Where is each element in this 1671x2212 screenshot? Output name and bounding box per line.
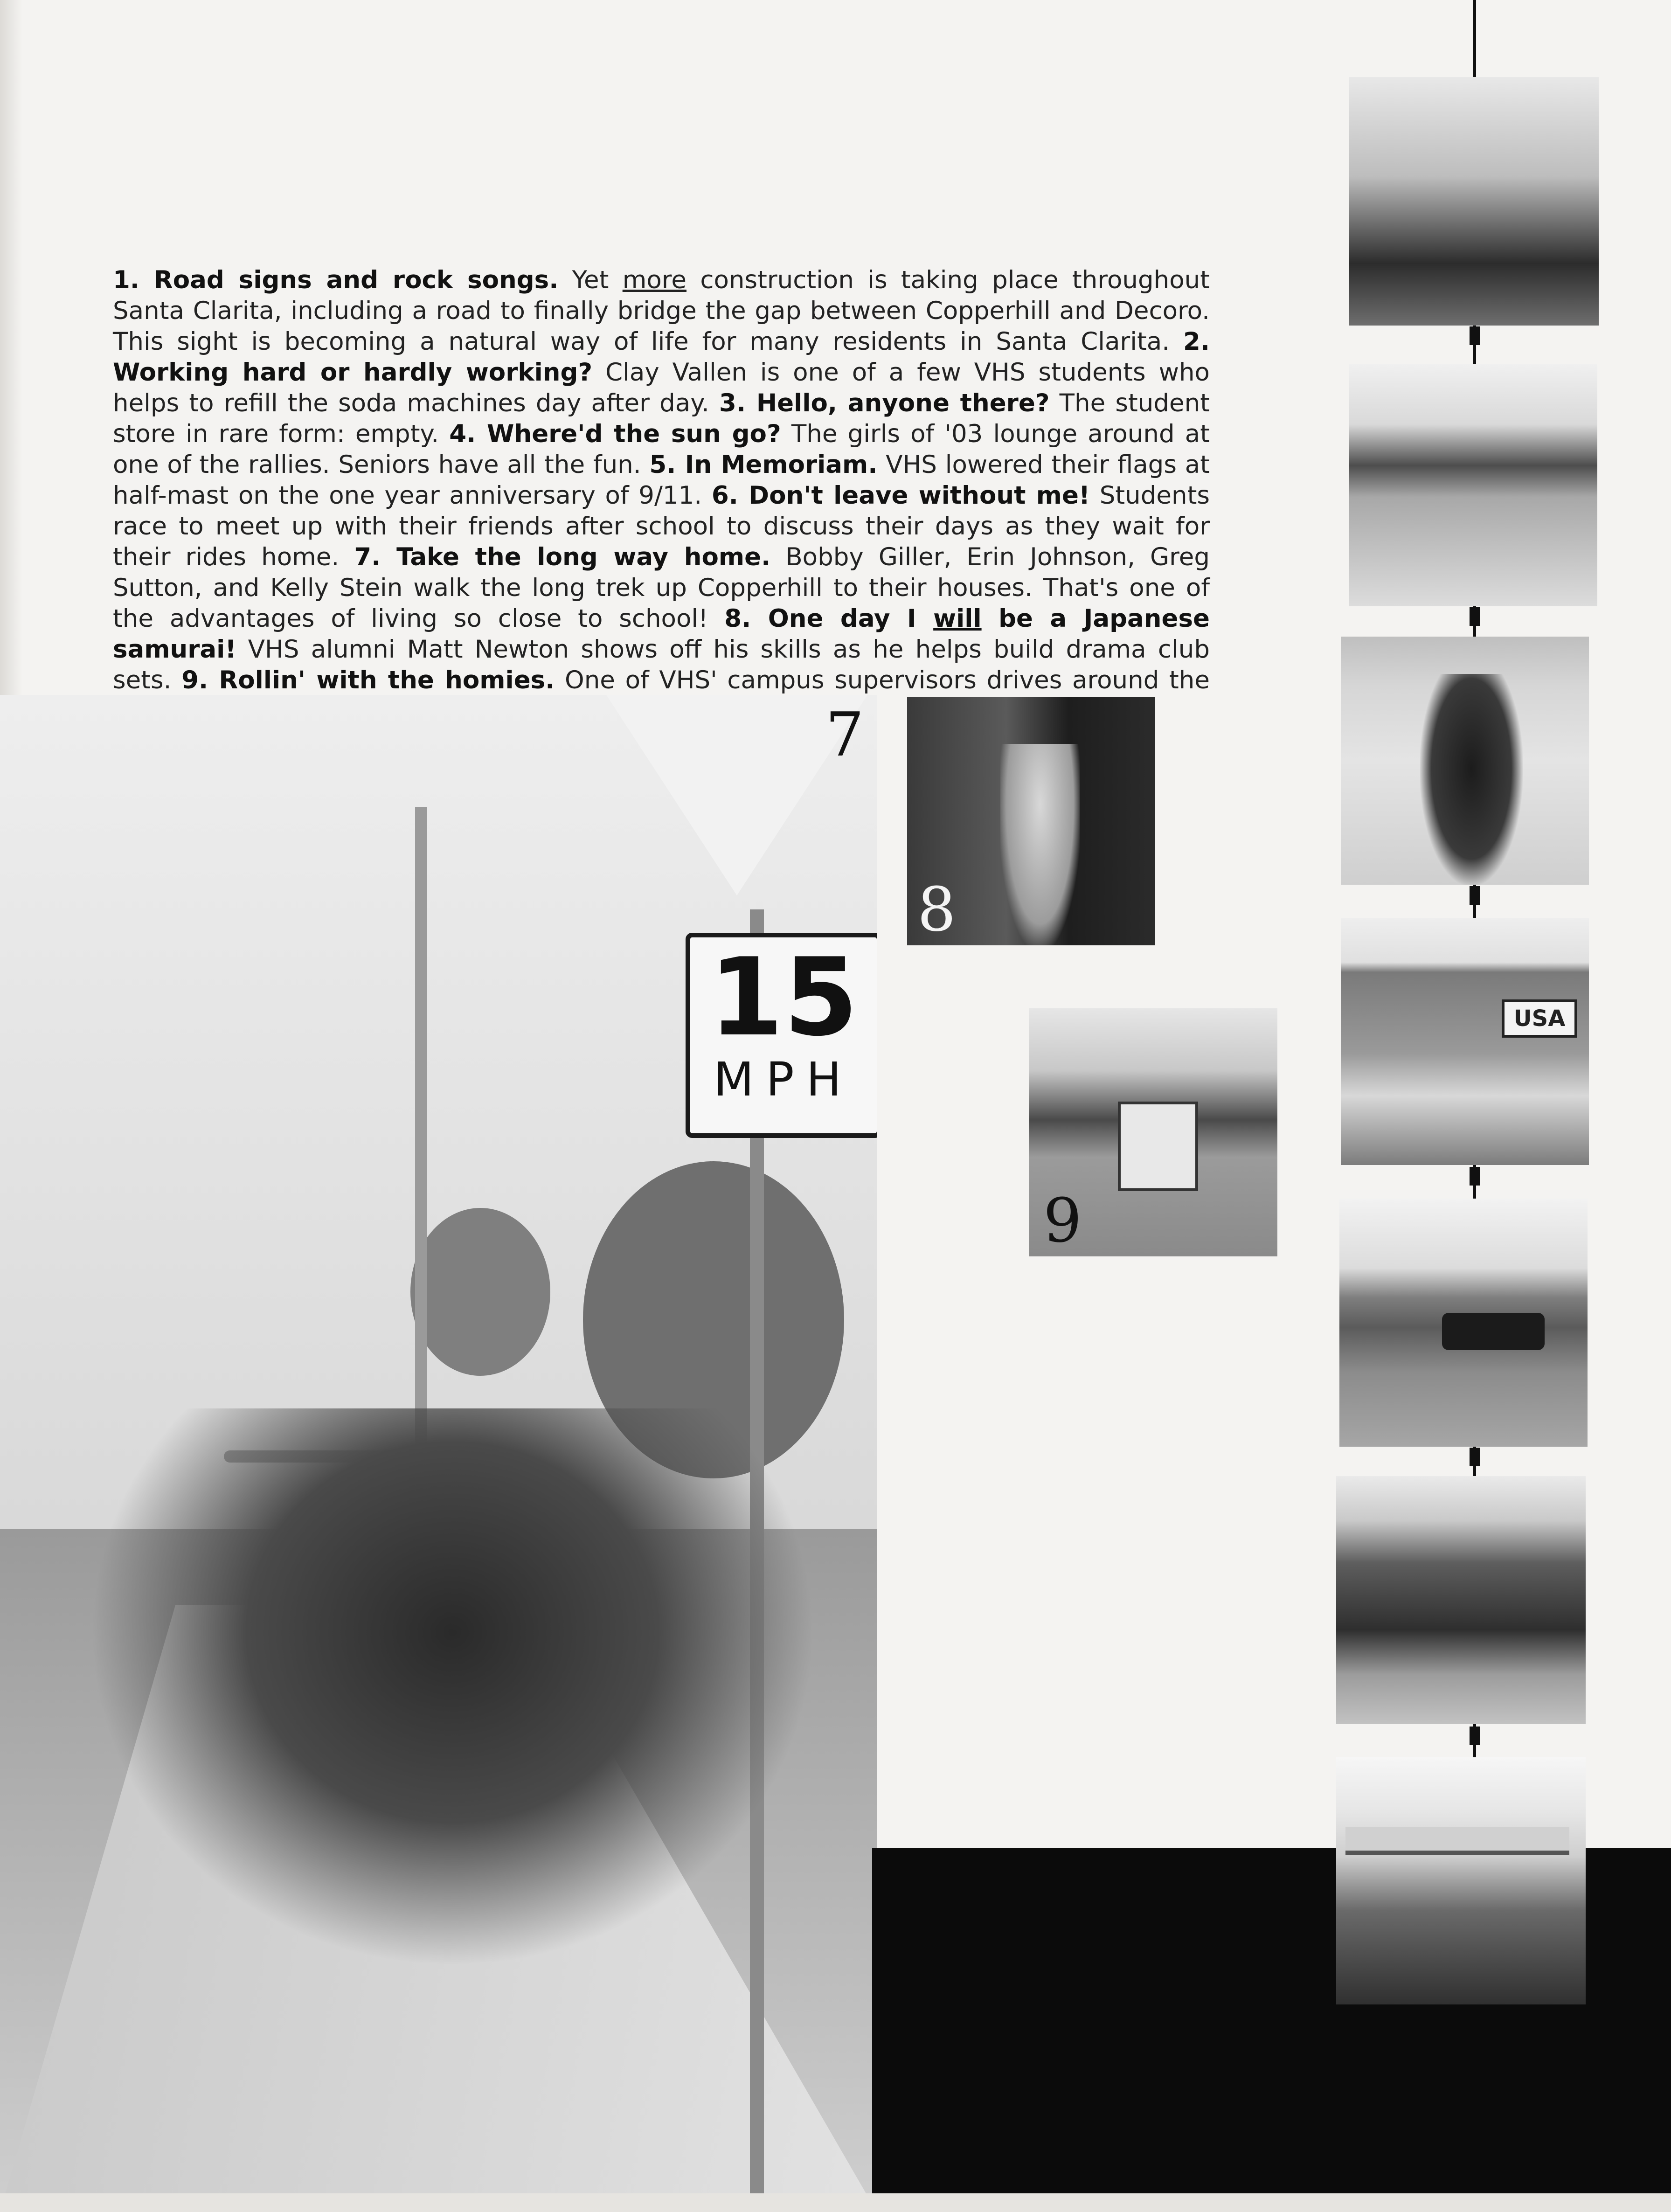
caption-5-text: VHS lowered their flags at half-mast on the one year anniversary of 9/11. [113, 451, 1210, 510]
photo-4-thumbnail [1341, 918, 1589, 1165]
timeline-tick [1470, 1448, 1480, 1466]
photo-7-number: 7 [825, 699, 864, 770]
caption-9-lead: 9. Rollin' with the homies. [181, 666, 555, 694]
photo-1-thumbnail [1349, 77, 1599, 326]
caption-5-lead: 5. In Memoriam. [649, 451, 878, 479]
caption-8-lead-underlined: will [933, 604, 982, 633]
caption-1-text-b: construction is taking place throughout Santa Clarita, including a road to finally bridge the gap between Copperhill and Decoro. This sight is becoming a natural way of life for many residents in Santa Clarita. [113, 266, 1210, 356]
caption-2-text: Clay Vallen is one of a few VHS students who helps to refill the soda machines day after day. [113, 358, 1210, 417]
photo-3-thumbnail [1341, 637, 1589, 885]
photo-9-number: 9 [1043, 1185, 1082, 1256]
photo-5-car [1442, 1313, 1545, 1350]
photo-7-tree-small [410, 1208, 550, 1376]
caption-1-text-a: Yet [558, 266, 623, 294]
photo-overlap-thumbnail [1336, 1757, 1586, 2004]
photo-7-students [89, 1408, 816, 1968]
photo-7-walking-home [0, 695, 877, 2212]
caption-6-text: Students race to meet up with their friends after school to discuss their days as they wait for their rides home. [113, 481, 1210, 571]
timeline-tick [1470, 607, 1480, 626]
speed-sign-unit: MPH [714, 1052, 853, 1107]
photo-6-thumbnail [1336, 1476, 1586, 1724]
caption-3-lead: 3. Hello, anyone there? [719, 389, 1050, 417]
caption-4-text: The girls of '03 lounge around at one of the rallies. Seniors have all the fun. [113, 420, 1210, 479]
photo-8-samurai [907, 697, 1155, 945]
speed-sign-number: 15 [708, 936, 859, 1060]
timeline-tick [1470, 326, 1480, 345]
caption-9-text: One of VHS' campus supervisors drives around the [565, 666, 1210, 694]
caption-8-text: VHS alumni Matt Newton shows off his skills as he helps build drama club sets. [113, 635, 1210, 694]
photo-8-person [1000, 744, 1080, 945]
timeline-tick [1470, 1167, 1480, 1186]
caption-1-lead: 1. Road signs and rock songs. [113, 266, 559, 294]
timeline-tick [1470, 1727, 1480, 1745]
photo-9-golf-cart [1029, 1008, 1277, 1256]
caption-4-lead: 4. Where'd the sun go? [449, 420, 781, 448]
timeline-tick [1470, 886, 1480, 905]
caption-2-lead: 2. Working hard or hardly working? [113, 327, 1210, 387]
page-bottom-edge [0, 2193, 1671, 2212]
photo-4-usa-sign: USA [1502, 999, 1577, 1038]
caption-3-text: The student store in rare form: empty. [113, 389, 1210, 448]
photo-9-cart [1118, 1102, 1198, 1191]
caption-6-lead: 6. Don't leave without me! [711, 481, 1090, 510]
caption-1-underlined: more [622, 266, 687, 294]
caption-7-lead: 7. Take the long way home. [354, 543, 771, 571]
caption-8-lead-b: be a Japanese samurai! [113, 604, 1210, 664]
photo-5-thumbnail [1339, 1199, 1588, 1447]
photo-8-number: 8 [917, 874, 956, 945]
photo-7-speed-sign [686, 933, 877, 1138]
caption-8-lead-a: 8. One day I [724, 604, 934, 633]
photo-2-thumbnail [1349, 364, 1597, 606]
photo-3-person [1420, 674, 1523, 885]
caption-7-text: Bobby Giller, Erin Johnson, Greg Sutton, and Kelly Stein walk the long trek up Copperhill to their houses. That's one of the advantages of living so close to school! [113, 543, 1210, 633]
photo-captions [113, 265, 1210, 727]
photo-overlap-canopy [1345, 1827, 1569, 1855]
